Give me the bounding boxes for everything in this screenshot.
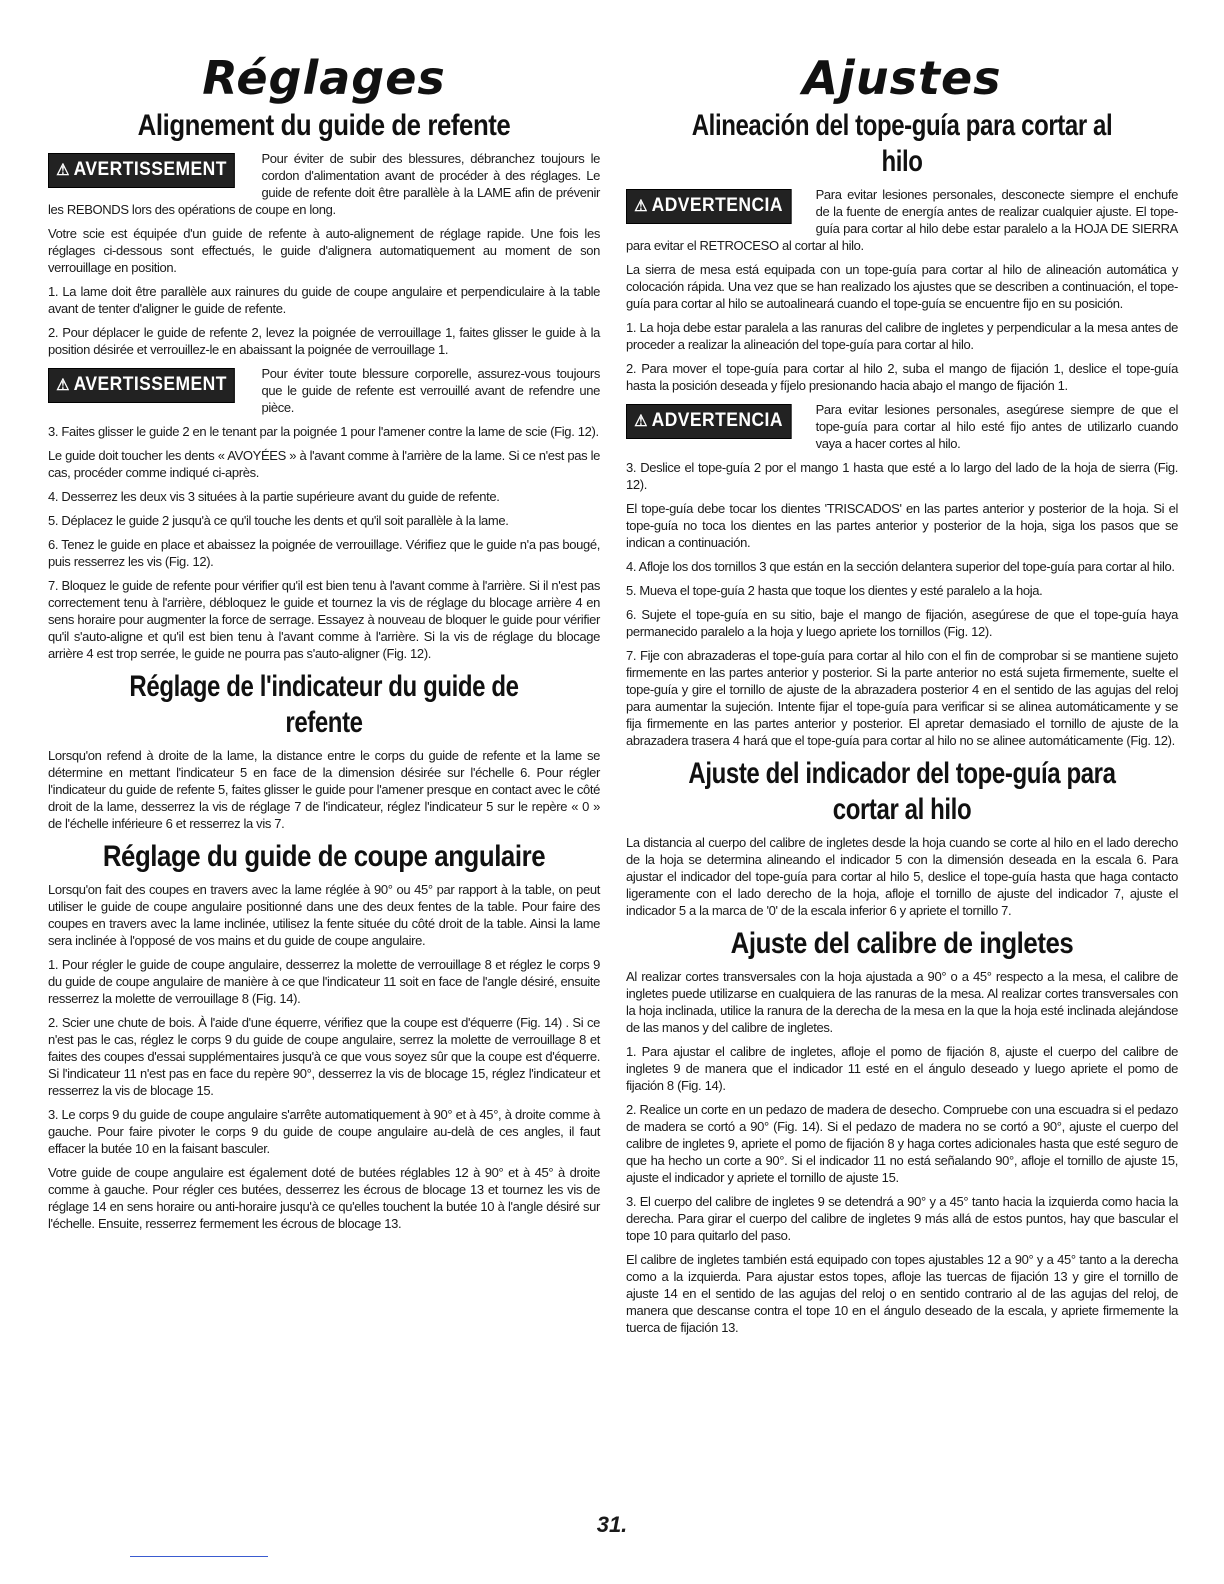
page-number: 31. bbox=[596, 1512, 628, 1537]
paragraph: 1. La hoja debe estar paralela a las ranuras del calibre de ingletes y perpendicular a la mesa antes de proceder a realizar la alineación del tope-guía para cortar al hilo. bbox=[626, 320, 1178, 352]
paragraph: Votre guide de coupe angulaire est également doté de butées réglables 12 à 90° et à 45° à droite comme à gauche. Pour régler ces butées, desserrez les écrous de blocage 13 et tournez les vis de réglage 14 en sens horaire ou anti-horaire jusqu'à ce qu'elles touchent la butée 10 à l'angle désiré sur l'échelle. Ensuite, resserrez fermement les écrous de blocage 13. bbox=[48, 1165, 600, 1231]
french-column bbox=[48, 52, 600, 1239]
warning-text: Pour éviter toute blessure corporelle, assurez-vous toujours que le guide de refente est verrouillé avant de refendre une pièce. bbox=[261, 366, 600, 415]
paragraph: 1. La lame doit être parallèle aux rainures du guide de coupe angulaire et perpendiculaire à la table avant de tenter d'aligner le guide de refente. bbox=[48, 284, 600, 316]
paragraph: 6. Tenez le guide en place et abaissez la poignée de verrouillage. Vérifiez que le guide n'a pas bougé, puis resserrez les vis (Fig. 12). bbox=[48, 537, 600, 569]
paragraph: 5. Déplacez le guide 2 jusqu'à ce qu'il touche les dents et qu'il soit parallèle à la lame. bbox=[48, 513, 509, 528]
heading-fence-alignment-fr: Alignement du guide de refente bbox=[137, 109, 511, 142]
paragraph: 2. Scier une chute de bois. À l'aide d'une équerre, vérifiez que la coupe est d'équerre (Fig. 14) . Si ce n'est pas le cas, réglez le corps 9 du guide de coupe angulaire, serrez la molette de verrouillage 8 et faites des coupes d'essai supplémentaires jusqu'à ce que vous soyez sûr que la coupe est d'équerre. Si l'indicateur 11 n'est pas en face du repère 90°, desserrez la vis de blocage 15, réglez l'indicateur et resserrez la vis de blocage 15. bbox=[48, 1015, 600, 1098]
warning-triangle-icon: ⚠ bbox=[56, 162, 70, 179]
warning-badge: ⚠ ADVERTENCIA bbox=[626, 404, 791, 439]
heading-indicator-fr: Réglage de l'indicateur du guide de refente bbox=[129, 670, 519, 739]
paragraph: La sierra de mesa está equipada con un tope-guía para cortar al hilo de alineación automática y colocación rápida. Una vez que se han realizado los ajustes que se describen a continuación, el tope-guía para cortar al hilo se autoalineará cuando el tope-guía se encuentre fijo en su posición. bbox=[626, 262, 1178, 311]
heading-indicator-es: Ajuste del indicador del tope-guía para cortar al hilo bbox=[688, 757, 1116, 826]
paragraph: La distancia al cuerpo del calibre de ingletes desde la hoja cuando se corte al hilo en el lado derecho de la hoja se determina alineando el indicador 5 con la dimensión deseada en la escala 6. Para ajustar el indicador del tope-guía para cortar al hilo 5, deslice el tope-guía hasta que haga contacto ligeramente con el lado derecho de la hoja, afloje el tornillo de ajuste del indicador 7, ajuste el indicador 5 a la marca de '0' de la escala inferior 6 y apriete el tornillo 7. bbox=[626, 835, 1178, 918]
warning-text: Pour éviter de subir des blessures, débranchez toujours le cordon d'alimentation avant de procéder à des réglages. Le guide de refente doit être parallèle à la LAME afin de prévenir les REBONDS lors des opérations de coupe en long. bbox=[48, 151, 600, 217]
warning-badge: ⚠ ADVERTENCIA bbox=[626, 189, 791, 224]
paragraph: Lorsqu'on fait des coupes en travers avec la lame réglée à 90° ou 45° par rapport à la table, on peut utiliser le guide de coupe angulaire positionné dans une des deux fentes de la table. Pour faire des coupes en travers avec la lame inclinée, utilisez la fente située du côté droit de la table. Ainsi la lame sera inclinée à l'opposé de vos mains et du guide de coupe angulaire. bbox=[48, 882, 600, 948]
paragraph: 2. Pour déplacer le guide de refente 2, levez la poignée de verrouillage 1, faites glisser le guide à la position désirée et verrouillez-le en abaissant la poignée de verrouillage 1. bbox=[48, 325, 600, 357]
paragraph: 3. Le corps 9 du guide de coupe angulaire s'arrête automatiquement à 90° et à 45°, à droite comme à gauche. Pour faire pivoter le corps 9 du guide de coupe angulaire au-delà de ces angles, il faut effacer la butée 10 en la faisant basculer. bbox=[48, 1107, 600, 1156]
paragraph: 2. Para mover el tope-guía para cortar al hilo 2, suba el mango de fijación 1, deslice el tope-guía hasta la posición deseada y fíjelo presionando hacia abajo el mango de fijación 1. bbox=[626, 361, 1178, 393]
paragraph: 3. El cuerpo del calibre de ingletes 9 se detendrá a 90° y a 45° tanto hacia la izquierda como hacia la derecha. Para girar el cuerpo del calibre de ingletes 9 más allá de estos puntos, hay que bascular el tope 10 para quitarlo del paso. bbox=[626, 1194, 1178, 1243]
paragraph: El calibre de ingletes también está equipado con topes ajustables 12 a 90° y a 45° tanto a la derecha como a la izquierda. Para ajustar estos topes, afloje las tuercas de fijación 13 y gire el tornillo de ajuste 14 en el sentido de las agujas del reloj o en sentido contrario al de las agujas del reloj, de manera que descanse contra el tope 10 en el ángulo deseado de la escala, y apriete firmemente la tuerca de fijación 13. bbox=[626, 1252, 1178, 1335]
warning-text: Para evitar lesiones personales, asegúrese siempre de que el tope-guía para cortar al hilo esté fijo antes de utilizarlo cuando vaya a hacer cortes al hilo. bbox=[815, 402, 1178, 451]
page-title-fr: Réglages bbox=[202, 51, 446, 105]
paragraph: Le guide doit toucher les dents « AVOYÉES » à l'avant comme à l'arrière de la lame. Si ce n'est pas le cas, procéder comme indiqué ci-après. bbox=[48, 448, 600, 480]
warning-block-2-es bbox=[626, 401, 1178, 452]
heading-fence-alignment-es: Alineación del tope-guía para cortar al hilo bbox=[691, 109, 1113, 178]
paragraph: 5. Mueva el tope-guía 2 hasta que toque los dientes y esté paralelo a la hoja. bbox=[626, 583, 1043, 598]
warning-triangle-icon: ⚠ bbox=[634, 413, 648, 430]
paragraph: 2. Realice un corte en un pedazo de madera de desecho. Compruebe con una escuadra si el pedazo de madera se cortó a 90° (Fig. 14). Si el pedazo de madera no se cortó a 90°, ajuste el cuerpo del calibre de ingletes 9, apriete el pomo de fijación 8 y haga cortes adicionales hasta que esté seguro de que ha hecho un corte a 90°. Si el indicador 11 no está señalando 90°, afloje el tornillo de ajuste 15, ajuste el indicador y apriete el tornillo de ajuste 15. bbox=[626, 1102, 1178, 1185]
heading-miter-gauge-fr: Réglage du guide de coupe angulaire bbox=[102, 840, 546, 873]
paragraph: 7. Bloquez le guide de refente pour vérifier qu'il est bien tenu à l'avant comme à l'arrière. Si il n'est pas correctement tenu à l'arrière, débloquez le guide et tournez la vis de réglage du blocage arrière 4 en sens horaire pour augmenter la force de serrage. Essayez à nouveau de bloquer le guide pour vérifier qu'il s'auto-aligne et qu'il est bien tenu à l'avant comme à l'arrière. Si la vis de réglage du blocage arrière 4 est trop serrée, le guide ne pourra pas s'auto-aligner (Fig. 12). bbox=[48, 578, 600, 661]
paragraph: Al realizar cortes transversales con la hoja ajustada a 90° o a 45° respecto a la mesa, el calibre de ingletes puede utilizarse en cualquiera de las ranuras de la mesa. Al realizar cortes transversales con la hoja inclinada, utilice la ranura de la derecha de la mesa en la que la hoja esté inclinada alejándose de las manos y del calibre de ingletes. bbox=[626, 969, 1178, 1035]
paragraph: Votre scie est équipée d'un guide de refente à auto-alignement de réglage rapide. Une fois les réglages ci-dessous sont effectués, le guide d'alignera automatiquement au moment de son verrouillage en position. bbox=[48, 226, 600, 275]
paragraph: 4. Desserrez les deux vis 3 situées à la partie supérieure avant du guide de refente. bbox=[48, 489, 500, 504]
paragraph: Lorsqu'on refend à droite de la lame, la distance entre le corps du guide de refente et la lame se détermine en mettant l'indicateur 5 en face de la dimension désirée sur l'échelle 6. Pour régler l'indicateur du guide de refente 5, faites glisser le guide pour l'amener presque en contact avec le côté droit de la lame, desserrez la vis de réglage 7 de l'indicateur, réglez l'indicateur 5 sur le repère « 0 » de l'échelle inférieure 6 et resserrez la vis 7. bbox=[48, 748, 600, 831]
warning-text: Para evitar lesiones personales, desconecte siempre el enchufe de la fuente de energía antes de realizar cualquier ajuste. El tope-guía para cortar al hilo debe estar paralelo a la HOJA DE SIERRA para evitar el RETROCESO al cortar al hilo. bbox=[626, 187, 1178, 253]
spanish-column bbox=[626, 52, 1178, 1343]
footer-rule bbox=[130, 1556, 268, 1557]
warning-block-1-fr bbox=[48, 150, 600, 218]
paragraph: 6. Sujete el tope-guía en su sitio, baje el mango de fijación, asegúrese de que el tope-guía haya permanecido paralelo a la hoja y luego apriete los tornillos (Fig. 12). bbox=[626, 607, 1178, 639]
warning-triangle-icon: ⚠ bbox=[56, 377, 70, 394]
paragraph: 1. Para ajustar el calibre de ingletes, afloje el pomo de fijación 8, ajuste el cuerpo del calibre de ingletes 9 de manera que el indicador 11 esté en el ángulo deseado y luego apriete el pomo de fijación 8 (Fig. 14). bbox=[626, 1044, 1178, 1093]
page-title-es: Ajustes bbox=[802, 51, 1002, 105]
paragraph: 3. Deslice el tope-guía 2 por el mango 1 hasta que esté a lo largo del lado de la hoja de sierra (Fig. 12). bbox=[626, 460, 1178, 492]
warning-block-2-fr bbox=[48, 365, 600, 416]
heading-miter-gauge-es: Ajuste del calibre de ingletes bbox=[730, 927, 1074, 960]
warning-badge: ⚠ AVERTISSEMENT bbox=[48, 153, 235, 188]
paragraph: 1. Pour régler le guide de coupe angulaire, desserrez la molette de verrouillage 8 et réglez le corps 9 du guide de coupe angulaire de manière à ce que l'indicateur 11 soit en face de l'angle désiré, ensuite resserrez la molette de verrouillage 8 (Fig. 14). bbox=[48, 957, 600, 1006]
paragraph: El tope-guía debe tocar los dientes 'TRISCADOS' en las partes anterior y posterior de la hoja. Si el tope-guía no toca los dientes en las partes anterior y posterior de la hoja, siga los pasos que se indican a continuación. bbox=[626, 501, 1178, 550]
paragraph: 4. Afloje los dos tornillos 3 que están en la sección delantera superior del tope-guía para cortar al hilo. bbox=[626, 559, 1175, 574]
warning-badge: ⚠ AVERTISSEMENT bbox=[48, 368, 235, 403]
warning-block-1-es bbox=[626, 186, 1178, 254]
paragraph: 3. Faites glisser le guide 2 en le tenant par la poignée 1 pour l'amener contre la lame de scie (Fig. 12). bbox=[48, 424, 599, 439]
warning-triangle-icon: ⚠ bbox=[634, 198, 648, 215]
paragraph: 7. Fije con abrazaderas el tope-guía para cortar al hilo con el fin de comprobar si se mantiene sujeto firmemente en las partes anterior y posterior. Si la parte anterior no está sujeta firmemente, suelte el tope-guía y gire el tornillo de ajuste de la abrazadera posterior 4 en el sentido de las agujas del reloj para aumentar la sujeción. Intente fijar el tope-guía para verificar si se alinea automáticamente y se fija firmemente en las partes anterior y posterior. El apretar demasiado el tornillo de ajuste de la abrazadera trasera 4 hará que el tope-guía para cortar al hilo no se alinee automáticamente (Fig. 12). bbox=[626, 648, 1178, 748]
